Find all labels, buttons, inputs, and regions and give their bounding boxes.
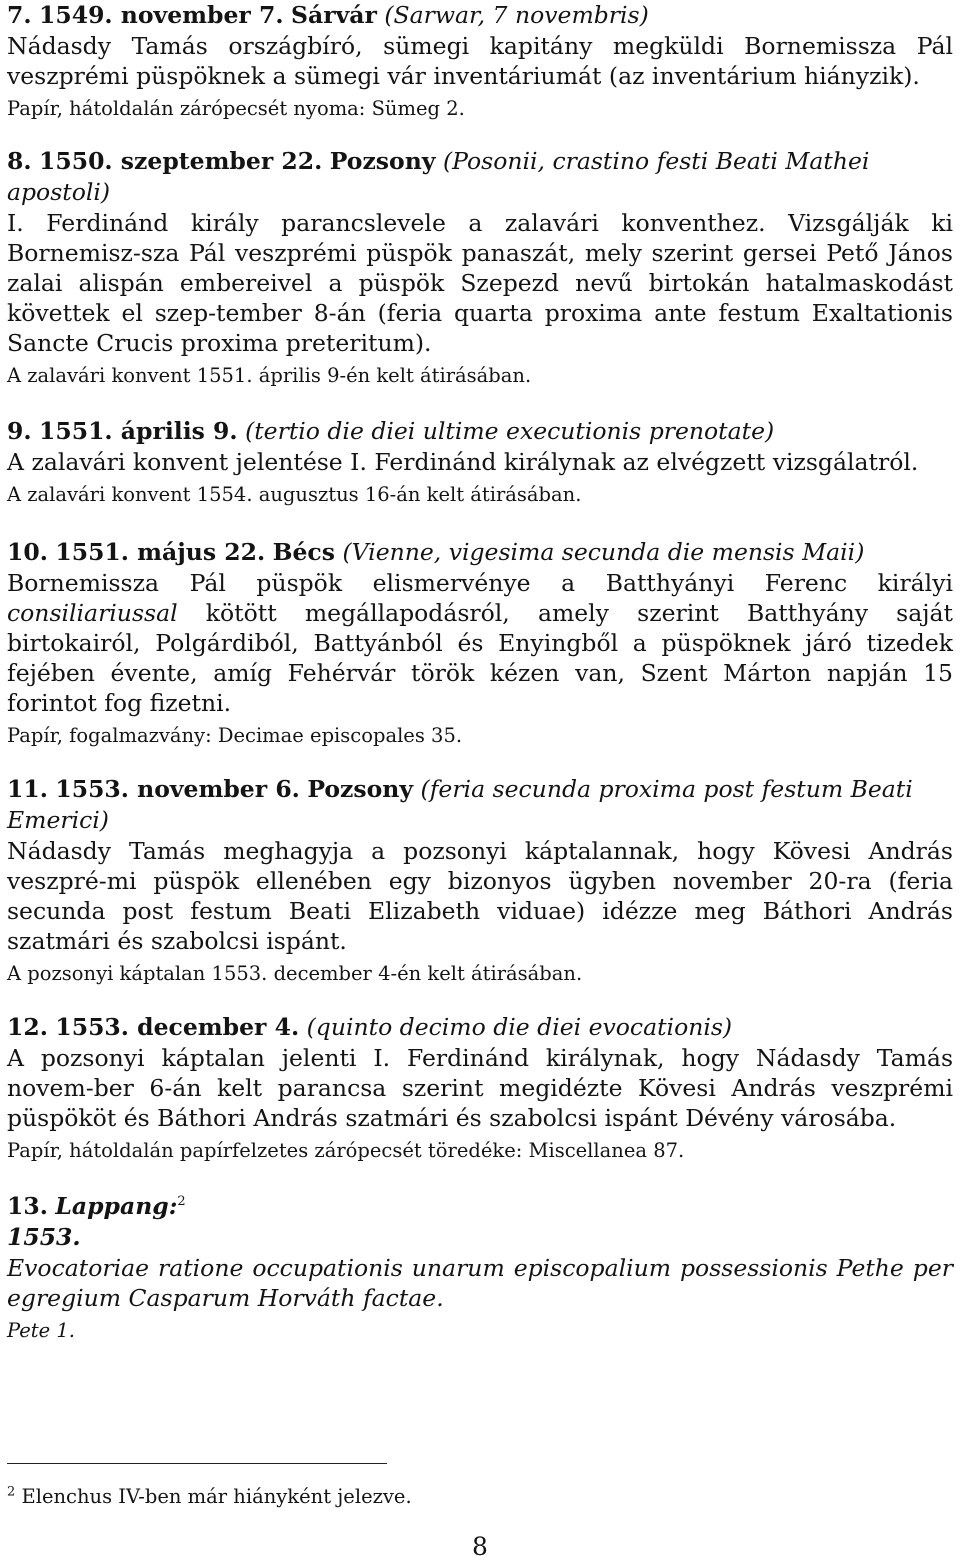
footnote-mark: 2 <box>7 1484 16 1500</box>
entry-summary: I. Ferdinánd király parancslevele a zalavári konventhez. Vizsgálják ki Bornemisz-sza Pál veszprémi püspök panaszát, mely szerint gersei Pető János zalai alispán embereivel a püspök Szepezd nevű birtokán hatalmaskodást követtek el szep-tember 8-án (feria quarta proxima ante festum Exaltationis Sancte Crucis proxima preteritum). <box>7 209 953 357</box>
entry-place: Bécs <box>272 538 335 566</box>
entry-place: Sárvár <box>291 1 377 29</box>
entry-source: Papír, hátoldalán zárópecsét nyoma: Sümeg 2. <box>7 97 465 120</box>
entry-date: 1553. december 4. <box>55 1013 300 1041</box>
entry-latin-date: (Sarwar, 7 novembris) <box>384 1 649 29</box>
entry-10 <box>7 537 953 750</box>
summary-text: Bornemissza Pál püspök elismervénye a Batthyányi Ferenc királyi <box>7 569 953 597</box>
entry-number: 11. <box>7 775 48 803</box>
entry-place: Pozsony <box>307 775 414 803</box>
page-number: 8 <box>472 1532 488 1561</box>
entry-source: Papír, hátoldalán papírfelzetes zárópecsét töredéke: Miscellanea 87. <box>7 1139 685 1162</box>
entry-number: 10. <box>7 538 48 566</box>
entry-date: 1551. május 22. <box>55 538 266 566</box>
entry-number: 9. <box>7 417 32 445</box>
entry-heading <box>7 1012 953 1043</box>
entry-7 <box>7 0 953 123</box>
entry-13 <box>7 1191 953 1345</box>
entry-source: A pozsonyi káptalan 1553. december 4-én kelt átirásában. <box>7 962 583 985</box>
entry-12 <box>7 1012 953 1165</box>
entry-summary: Nádasdy Tamás meghagyja a pozsonyi káptalannak, hogy Kövesi András veszpré-mi püspök ellenében egy bizonyos ügyben november 20-ra (feria secunda post festum Beati Elizabeth viduae) idézze meg Báthori András szatmári és szabolcsi ispánt. <box>7 837 953 955</box>
entry-number: 8. <box>7 147 32 175</box>
entry-date: 1553. november 6. <box>55 775 300 803</box>
entry-latin-date: (Posonii, crastino festi Beati Mathei apostoli) <box>7 147 870 206</box>
document-page <box>7 0 953 1345</box>
entry-source: A zalavári konvent 1551. április 9-én kelt átirásában. <box>7 364 532 387</box>
entry-latin-summary: Evocatoriae ratione occupationis unarum episcopalium possessionis Pethe per egregium Casparum Horváth factae. <box>7 1254 953 1312</box>
entry-9 <box>7 416 953 509</box>
entry-heading <box>7 146 953 208</box>
entry-latin-date: (Vienne, vigesima secunda die mensis Maii) <box>342 538 865 566</box>
entry-date: 1551. április 9. <box>39 417 238 445</box>
entry-summary: Nádasdy Tamás országbíró, sümegi kapitány megküldi Bornemissza Pál veszprémi püspöknek a sümegi vár inventáriumát (az inventárium hiányzik). <box>7 32 953 90</box>
entry-latin-date: (tertio die diei ultime executionis prenotate) <box>245 417 775 445</box>
entry-date: 1550. szeptember 22. <box>39 147 323 175</box>
entry-heading <box>7 774 953 836</box>
summary-latin-term: consiliariussal <box>7 599 178 627</box>
entry-title: Lappang: <box>55 1192 178 1220</box>
entry-number: 7. <box>7 1 32 29</box>
footnote-divider <box>7 1463 387 1464</box>
entry-8 <box>7 146 953 390</box>
footnote-text: Elenchus IV-ben már hiányként jelezve. <box>21 1485 412 1508</box>
entry-11 <box>7 774 953 988</box>
entry-number: 12. <box>7 1013 48 1041</box>
entry-source: Papír, fogalmazvány: Decimae episcopales 35. <box>7 724 463 747</box>
entry-latin-date: (quinto decimo die diei evocationis) <box>306 1013 733 1041</box>
entry-latin-date: (feria secunda proxima post festum Beati Emerici) <box>7 775 913 834</box>
entry-heading <box>7 1191 953 1222</box>
footnote-reference: 2 <box>177 1194 186 1210</box>
entry-year: 1553. <box>7 1223 81 1251</box>
entry-source: A zalavári konvent 1554. augusztus 16-án kelt átirásában. <box>7 483 582 506</box>
entry-place: Pozsony <box>329 147 436 175</box>
entry-summary <box>7 568 953 718</box>
entry-summary: A zalavári konvent jelentése I. Ferdinánd királynak az elvégzett vizsgálatról. <box>7 448 919 476</box>
entry-heading <box>7 0 953 31</box>
entry-heading <box>7 416 953 447</box>
entry-summary: A pozsonyi káptalan jelenti I. Ferdinánd királynak, hogy Nádasdy Tamás novem-ber 6-án kelt parancsa szerint megidézte Kövesi András veszprémi püspököt és Báthori András szatmári és szabolcsi ispánt Dévény városába. <box>7 1044 953 1132</box>
entry-date: 1549. november 7. <box>39 1 284 29</box>
footnote <box>7 1484 412 1510</box>
entry-heading <box>7 537 953 568</box>
entry-source: Pete 1. <box>7 1319 75 1342</box>
entry-number: 13. <box>7 1192 48 1220</box>
summary-text: kötött megállapodásról, amely szerint Batthyány saját birtokairól, Polgárdiból, Battyánból és Enyingből a püspöknek járó tizedek fejében évente, amíg Fehérvár török kézen van, Szent Márton napján 15 forintot fog fizetni. <box>7 599 953 717</box>
